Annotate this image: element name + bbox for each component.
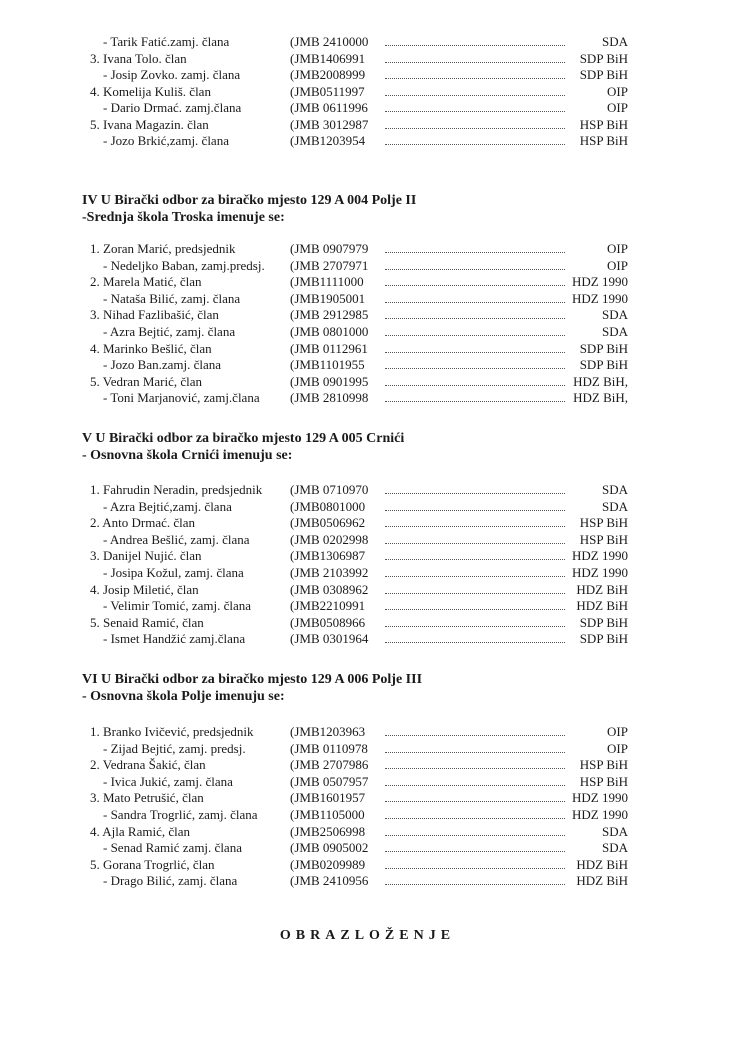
section5-heading — [82, 430, 404, 464]
member-party: HSP BiH — [579, 773, 628, 789]
member-row — [0, 67, 735, 84]
member-party: HDZ 1990 — [572, 274, 628, 290]
section6-heading-line1: VI U Birački odbor za biračko mjesto 129 A 006 Polje III — [82, 672, 423, 687]
dotted-leader — [385, 111, 565, 112]
member-jmb: (JMB1203954 — [290, 133, 366, 148]
member-row — [0, 515, 735, 532]
dotted-leader — [385, 835, 565, 836]
member-name: - Ismet Handžić zamj.člana — [103, 631, 246, 647]
member-row — [0, 757, 735, 774]
member-row — [0, 499, 735, 516]
dotted-leader — [385, 593, 565, 594]
dotted-leader — [385, 252, 565, 253]
member-party: OIP — [607, 257, 628, 273]
member-party: HDZ 1990 — [572, 290, 628, 306]
member-name: - Josip Zovko. zamj. člana — [103, 67, 241, 82]
member-party: OIP — [607, 740, 628, 756]
member-party: HSP BiH — [579, 133, 628, 148]
dotted-leader — [385, 868, 565, 869]
member-name: 3. Nihad Fazlibašić, član — [90, 307, 219, 323]
member-name: 2. Anto Drmać. član — [90, 515, 196, 531]
member-party: HSP BiH — [579, 116, 628, 132]
dotted-leader — [385, 626, 565, 627]
member-name: - Nataša Bilić, zamj. člana — [103, 290, 241, 306]
member-name: 5. Vedran Marić, član — [90, 373, 203, 389]
member-row — [0, 258, 735, 275]
member-row — [0, 482, 735, 499]
member-jmb: (JMB 0507957 — [290, 773, 369, 789]
member-party: HDZ 1990 — [572, 807, 628, 822]
member-name: 5. Gorana Trogrlić, član — [90, 856, 215, 872]
member-row — [0, 532, 735, 549]
member-jmb: (JMB 2912985 — [290, 307, 369, 323]
dotted-leader — [385, 768, 565, 769]
dotted-leader — [385, 642, 565, 643]
member-jmb: (JMB 0308962 — [290, 581, 369, 597]
member-name: 5. Ivana Magazin. član — [90, 116, 209, 132]
member-row — [0, 598, 735, 615]
member-party: HSP BiH — [579, 515, 628, 531]
member-jmb: (JMB 0301964 — [290, 631, 369, 647]
member-row — [0, 565, 735, 582]
dotted-leader — [385, 45, 565, 46]
member-row — [0, 84, 735, 101]
member-jmb: (JMB1105000 — [290, 807, 365, 822]
member-name: - Dario Drmać. zamj.člana — [103, 100, 242, 115]
member-name: - Josipa Kožul, zamj. člana — [103, 565, 244, 580]
dotted-leader — [385, 609, 565, 610]
member-jmb: (JMB 0110978 — [290, 740, 368, 756]
member-name: - Velimir Tomić, zamj. člana — [103, 598, 252, 614]
member-row — [0, 824, 735, 841]
member-name: - Jozo Ban.zamj. člana — [103, 357, 222, 373]
member-jmb: (JMB0506962 — [290, 515, 366, 531]
member-row — [0, 741, 735, 758]
member-jmb: (JMB 0611996 — [290, 100, 368, 115]
dotted-leader — [385, 285, 565, 286]
member-name: 4. Ajla Ramić, član — [90, 823, 191, 839]
member-jmb: (JMB1111000 — [290, 274, 364, 290]
member-jmb: (JMB 2410956 — [290, 873, 369, 889]
member-jmb: (JMB 2103992 — [290, 565, 369, 580]
member-row — [0, 631, 735, 648]
dotted-leader — [385, 752, 565, 753]
member-jmb: (JMB1306987 — [290, 548, 366, 564]
dotted-leader — [385, 818, 565, 819]
member-jmb: (JMB 0112961 — [290, 340, 368, 356]
member-party: SDA — [601, 823, 628, 839]
dotted-leader — [385, 493, 565, 494]
member-party: SDA — [601, 840, 628, 856]
member-jmb: (JMB 0907979 — [290, 241, 369, 256]
member-name: - Azra Bejtić,zamj. člana — [103, 498, 232, 514]
member-row — [0, 100, 735, 117]
member-name: 1. Fahrudin Neradin, predsjednik — [90, 482, 263, 497]
member-party: SDA — [601, 307, 628, 323]
dotted-leader — [385, 735, 565, 736]
dotted-leader — [385, 335, 565, 336]
member-jmb: (JMB1406991 — [290, 50, 366, 66]
member-row — [0, 724, 735, 741]
member-party: SDP BiH — [579, 631, 628, 647]
member-party: HDZ BiH — [576, 598, 628, 614]
dotted-leader — [385, 62, 565, 63]
section6-heading — [82, 671, 422, 705]
member-row — [0, 582, 735, 599]
member-party: HDZ 1990 — [572, 548, 628, 564]
member-jmb: (JMB 2707986 — [290, 757, 369, 773]
member-party: HDZ BiH — [576, 581, 628, 597]
dotted-leader — [385, 78, 565, 79]
dotted-leader — [385, 318, 565, 319]
member-name: - Jozo Brkić,zamj. člana — [103, 133, 229, 148]
member-row — [0, 341, 735, 358]
obrazlozenje-title: OBRAZLOŽENJE — [279, 928, 456, 943]
member-party: SDP BiH — [579, 614, 628, 630]
member-jmb: (JMB2008999 — [290, 67, 366, 82]
dotted-leader — [385, 401, 565, 402]
member-jmb: (JMB 2410000 — [290, 34, 369, 49]
member-row — [0, 390, 735, 407]
member-party: SDP BiH — [579, 50, 628, 66]
section6-heading-line2: - Osnovna škola Polje imenuju se: — [82, 689, 285, 704]
member-jmb: (JMB 0901995 — [290, 373, 369, 389]
member-name: 2. Vedrana Šakić, član — [90, 757, 206, 773]
member-party: OIP — [607, 241, 628, 256]
member-row — [0, 774, 735, 791]
member-row — [0, 307, 735, 324]
member-row — [0, 291, 735, 308]
section5-heading-line2: - Osnovna škola Crnići imenuju se: — [82, 448, 293, 463]
member-name: - Azra Bejtić, zamj. člana — [103, 324, 236, 339]
member-party: SDP BiH — [579, 67, 628, 82]
member-name: - Sandra Trogrlić, zamj. člana — [103, 807, 258, 822]
dotted-leader — [385, 576, 565, 577]
member-name: 2. Marela Matić, član — [90, 274, 202, 290]
dotted-leader — [385, 543, 565, 544]
member-party: OIP — [607, 83, 628, 99]
member-row — [0, 615, 735, 632]
member-jmb: (JMB 3012987 — [290, 116, 369, 132]
member-name: - Andrea Bešlić, zamj. člana — [103, 531, 250, 547]
member-party: HDZ 1990 — [572, 565, 628, 580]
member-party: HDZ BiH — [576, 873, 628, 889]
member-name: 3. Danijel Nujić. član — [90, 548, 202, 564]
dotted-leader — [385, 128, 565, 129]
member-party: SDP BiH — [579, 357, 628, 373]
member-name: 4. Komelija Kuliš. član — [90, 83, 211, 99]
member-jmb: (JMB0209989 — [290, 856, 366, 872]
member-party: OIP — [607, 100, 628, 115]
dotted-leader — [385, 352, 565, 353]
member-name: - Nedeljko Baban, zamj.predsj. — [103, 257, 265, 273]
member-row — [0, 274, 735, 291]
member-party: HSP BiH — [579, 757, 628, 773]
dotted-leader — [385, 510, 565, 511]
section4-heading-line2: -Srednja škola Troska imenuje se: — [82, 210, 285, 225]
member-party: SDA — [601, 324, 628, 339]
dotted-leader — [385, 269, 565, 270]
member-name: - Toni Marjanović, zamj.člana — [103, 390, 260, 406]
member-name: - Senad Ramić zamj. člana — [103, 840, 242, 856]
member-name: 3. Mato Petrušić, član — [90, 790, 204, 806]
member-jmb: (JMB1101955 — [290, 357, 365, 373]
member-row — [0, 133, 735, 150]
member-jmb: (JMB0801000 — [290, 498, 366, 514]
member-party: SDA — [601, 498, 628, 514]
member-name: 4. Josip Miletić, član — [90, 581, 199, 597]
member-row — [0, 840, 735, 857]
section4-heading-line1: IV U Birački odbor za biračko mjesto 129 A 004 Polje II — [82, 193, 417, 208]
dotted-leader — [385, 801, 565, 802]
member-name: - Ivica Jukić, zamj. člana — [103, 773, 233, 789]
member-party: HDZ BiH, — [573, 373, 628, 389]
member-jmb: (JMB 0710970 — [290, 482, 369, 497]
dotted-leader — [385, 368, 565, 369]
member-name: - Drago Bilić, zamj. člana — [103, 873, 238, 889]
member-jmb: (JMB0511997 — [290, 83, 365, 99]
member-party: HDZ BiH, — [573, 390, 628, 406]
member-jmb: (JMB 0202998 — [290, 531, 369, 547]
member-row — [0, 34, 735, 51]
dotted-leader — [385, 785, 565, 786]
member-row — [0, 548, 735, 565]
dotted-leader — [385, 884, 565, 885]
member-row — [0, 807, 735, 824]
member-row — [0, 51, 735, 68]
member-party: OIP — [607, 724, 628, 739]
member-party: SDP BiH — [579, 340, 628, 356]
member-jmb: (JMB 0905002 — [290, 840, 369, 856]
dotted-leader — [385, 144, 565, 145]
member-name: 1. Zoran Marić, predsjednik — [90, 241, 236, 256]
member-jmb: (JMB1905001 — [290, 290, 366, 306]
member-party: SDA — [601, 482, 628, 497]
dotted-leader — [385, 95, 565, 96]
member-name: 5. Senaid Ramić, član — [90, 614, 204, 630]
member-jmb: (JMB0508966 — [290, 614, 366, 630]
dotted-leader — [385, 559, 565, 560]
member-row — [0, 357, 735, 374]
member-name: - Zijad Bejtić, zamj. predsj. — [103, 740, 246, 756]
member-row — [0, 117, 735, 134]
dotted-leader — [385, 302, 565, 303]
member-row — [0, 241, 735, 258]
member-jmb: (JMB2210991 — [290, 598, 366, 614]
dotted-leader — [385, 526, 565, 527]
member-jmb: (JMB1601957 — [290, 790, 366, 806]
member-jmb: (JMB 2810998 — [290, 390, 369, 406]
member-party: SDA — [601, 34, 628, 49]
member-name: 1. Branko Ivičević, predsjednik — [90, 724, 254, 739]
member-name: 3. Ivana Tolo. član — [90, 50, 187, 66]
member-jmb: (JMB 2707971 — [290, 257, 369, 273]
member-row — [0, 374, 735, 391]
member-jmb: (JMB1203963 — [290, 724, 366, 739]
member-jmb: (JMB2506998 — [290, 823, 366, 839]
member-row — [0, 857, 735, 874]
member-party: HSP BiH — [579, 531, 628, 547]
section4-heading — [82, 192, 416, 226]
member-row — [0, 873, 735, 890]
member-party: HDZ 1990 — [572, 790, 628, 806]
member-party: HDZ BiH — [576, 856, 628, 872]
dotted-leader — [385, 851, 565, 852]
dotted-leader — [385, 385, 565, 386]
member-name: 4. Marinko Bešlić, član — [90, 340, 212, 356]
member-jmb: (JMB 0801000 — [290, 324, 369, 339]
member-row — [0, 324, 735, 341]
member-name: - Tarik Fatić.zamj. člana — [103, 34, 230, 49]
section5-heading-line1: V U Birački odbor za biračko mjesto 129 A 005 Crnići — [82, 431, 405, 446]
member-row — [0, 790, 735, 807]
